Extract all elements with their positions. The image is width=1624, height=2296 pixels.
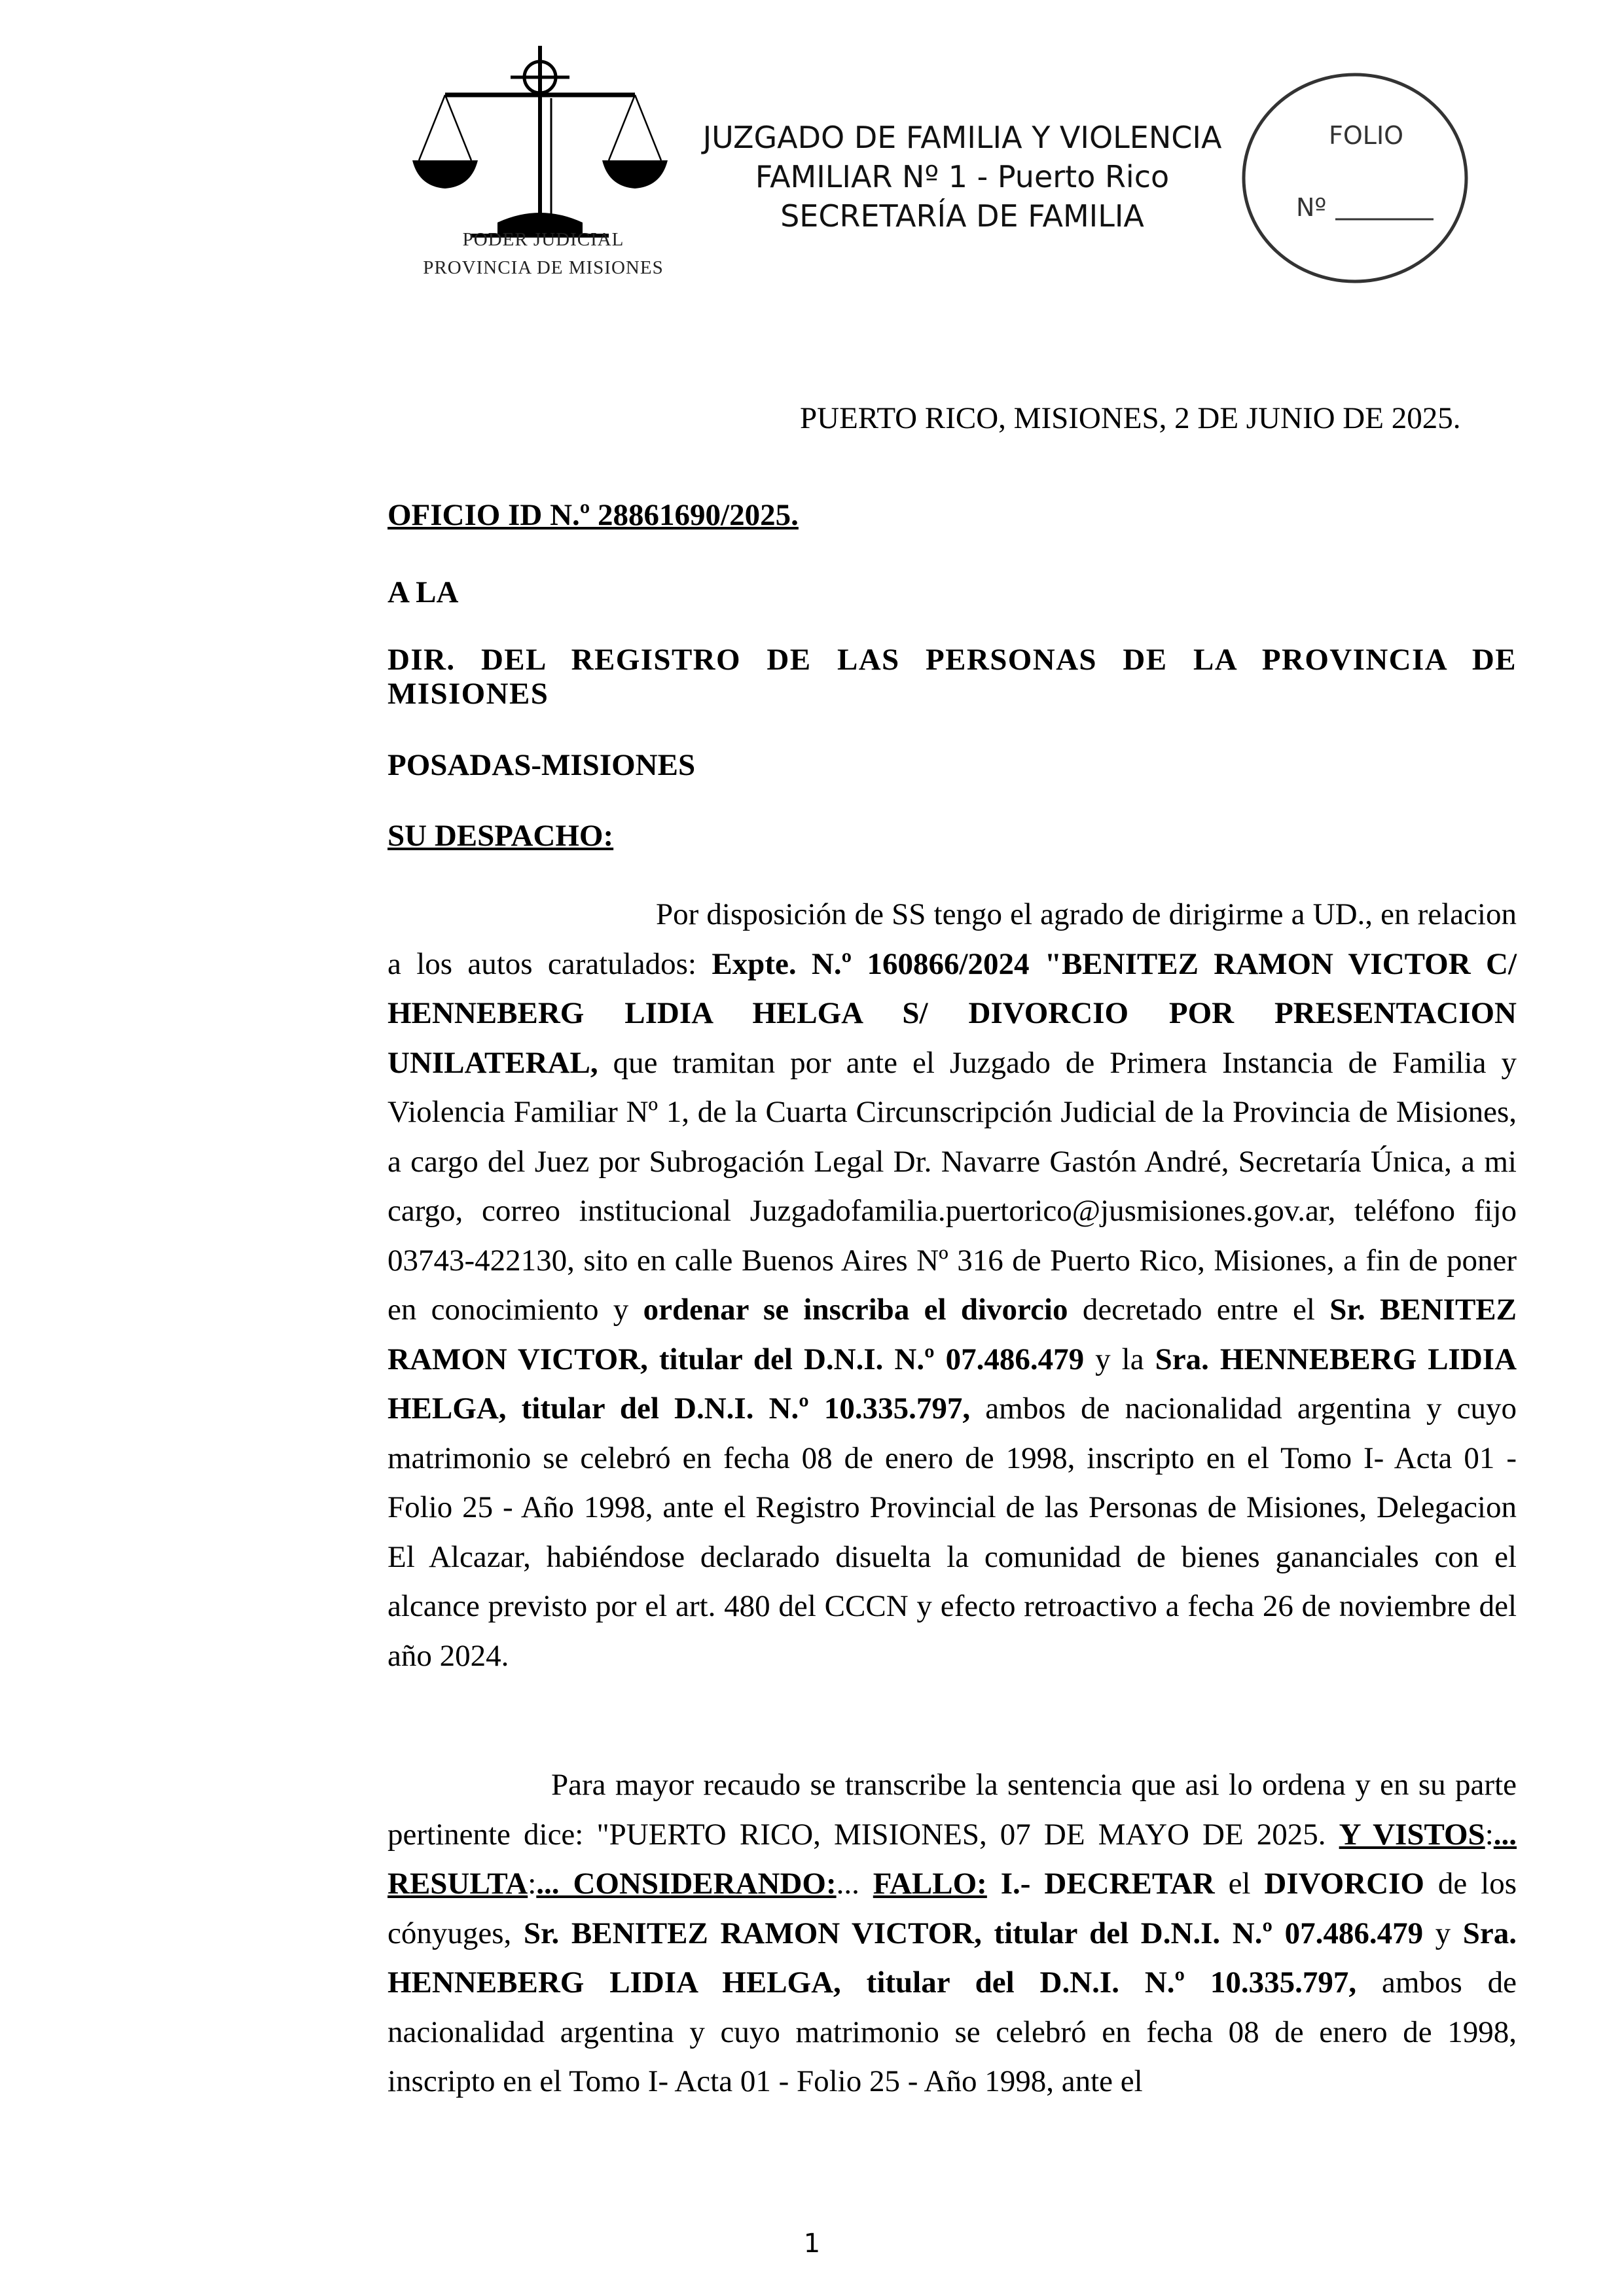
seal-line-poder-judicial: PODER JUDICIAL xyxy=(462,229,624,250)
body1-text-1: Por disposición de SS tengo el agrado de dirigirme a UD., en relacion a los autos caratulados: xyxy=(388,897,1517,981)
body1-text-2: que tramitan por ante el Juzgado de Primera Instancia de Familia y Violencia Familiar Nº 1, de la Cuarta Circunscripción Judicial de la Provincia de Misiones, a cargo del Juez por Subrogación Legal Dr. Navarre Gastón André, Secretaría Única, a mi cargo, correo institucional Juzgadofamilia.puertorico@jusmisiones.gov.ar, teléfono fijo 03743-422130, sito en calle Buenos Aires Nº 316 de Puerto Rico, Misiones, a fin de poner en conocimiento y xyxy=(388,1045,1517,1327)
body2-text-6: de los cónyuges, xyxy=(388,1867,1517,1950)
body1-text-4: y la xyxy=(1084,1342,1155,1376)
body-paragraph-1 xyxy=(388,890,1517,1681)
body2-resulta: ... RESULTA xyxy=(388,1817,1517,1901)
body2-text-1: Para mayor recaudo se transcribe la sentencia que asi lo ordena y en su parte pertinente dice: "PUERTO RICO, MISIONES, 07 DE MAYO DE 2025. xyxy=(388,1768,1517,1852)
body2-decretar: I.- DECRETAR xyxy=(986,1867,1215,1901)
folio-number-label: Nº xyxy=(1296,193,1327,222)
oficio-id: OFICIO ID N.º 28861690/2025. xyxy=(388,498,799,532)
body2-text-5: el xyxy=(1214,1867,1265,1901)
seal-line-provincia: PROVINCIA DE MISIONES xyxy=(423,257,664,278)
recipient-a-la: A LA xyxy=(388,575,459,609)
body1-order: ordenar se inscriba el divorcio xyxy=(643,1293,1068,1327)
court-header-line-3: SECRETARÍA DE FAMILIA xyxy=(780,198,1144,234)
folio-label: FOLIO xyxy=(1329,121,1404,150)
body2-text-4: ... xyxy=(836,1867,873,1901)
court-header-line-2: FAMILIAR Nº 1 - Puerto Rico xyxy=(755,159,1170,194)
body2-considerando: ... CONSIDERANDO: xyxy=(536,1867,837,1901)
body2-text-7: y xyxy=(1423,1916,1463,1950)
recipient-dir: DIR. DEL REGISTRO DE LAS PERSONAS DE LA PROVINCIA DE MISIONES xyxy=(388,643,1517,711)
recipient-city: POSADAS-MISIONES xyxy=(388,748,696,782)
court-header xyxy=(668,118,1257,236)
body1-expediente: Expte. N.º 160866/2024 "BENITEZ RAMON VICTOR C/ HENNEBERG LIDIA HELGA S/ DIVORCIO POR PRESENTACION UNILATERAL, xyxy=(388,946,1517,1080)
body2-text-2: : xyxy=(1485,1817,1494,1852)
body2-party-2: Sra. HENNEBERG LIDIA HELGA, titular del D.N.I. N.º 10.335.797, xyxy=(388,1916,1517,2000)
recipient-despacho: SU DESPACHO: xyxy=(388,819,614,853)
body1-party-1: Sr. BENITEZ RAMON VICTOR, titular del D.N.I. N.º 07.486.479 xyxy=(388,1293,1517,1376)
body2-party-1: Sr. BENITEZ RAMON VICTOR, titular del D.N.I. N.º 07.486.479 xyxy=(523,1916,1424,1950)
body-paragraph-2 xyxy=(388,1761,1517,2107)
body2-text-8: ambos de nacionalidad argentina y cuyo matrimonio se celebró en fecha 08 de enero de 1998, inscripto en el Tomo I- Acta 01 - Folio 25 - Año 1998, ante el xyxy=(388,1965,1517,2098)
body2-fallo: FALLO: xyxy=(873,1867,987,1901)
body2-text-3: : xyxy=(528,1867,537,1901)
body2-y-vistos: Y VISTOS xyxy=(1339,1817,1485,1852)
court-header-line-1: JUZGADO DE FAMILIA Y VIOLENCIA xyxy=(702,120,1222,155)
body1-text-3: decretado entre el xyxy=(1068,1293,1330,1327)
folio-stamp xyxy=(1237,65,1479,295)
date-line: PUERTO RICO, MISIONES, 2 DE JUNIO DE 2025. xyxy=(800,401,1461,435)
body2-divorcio: DIVORCIO xyxy=(1264,1867,1424,1901)
body1-text-5: ambos de nacionalidad argentina y cuyo matrimonio se celebró en fecha 08 de enero de 1998, inscripto en el Tomo I- Acta 01 - Folio 25 - Año 1998, ante el Registro Provincial de las Personas de Misiones, Delegacion El Alcazar, habiéndose declarado disuelta la comunidad de bienes gananciales con el alcance previsto por el art. 480 del CCCN y efecto retroactivo a fecha 26 de noviembre del año 2024. xyxy=(388,1391,1517,1673)
body1-party-2: Sra. HENNEBERG LIDIA HELGA, titular del D.N.I. N.º 10.335.797, xyxy=(388,1342,1517,1426)
poder-judicial-scales-emblem xyxy=(399,39,687,288)
page-number: 1 xyxy=(803,2229,821,2259)
